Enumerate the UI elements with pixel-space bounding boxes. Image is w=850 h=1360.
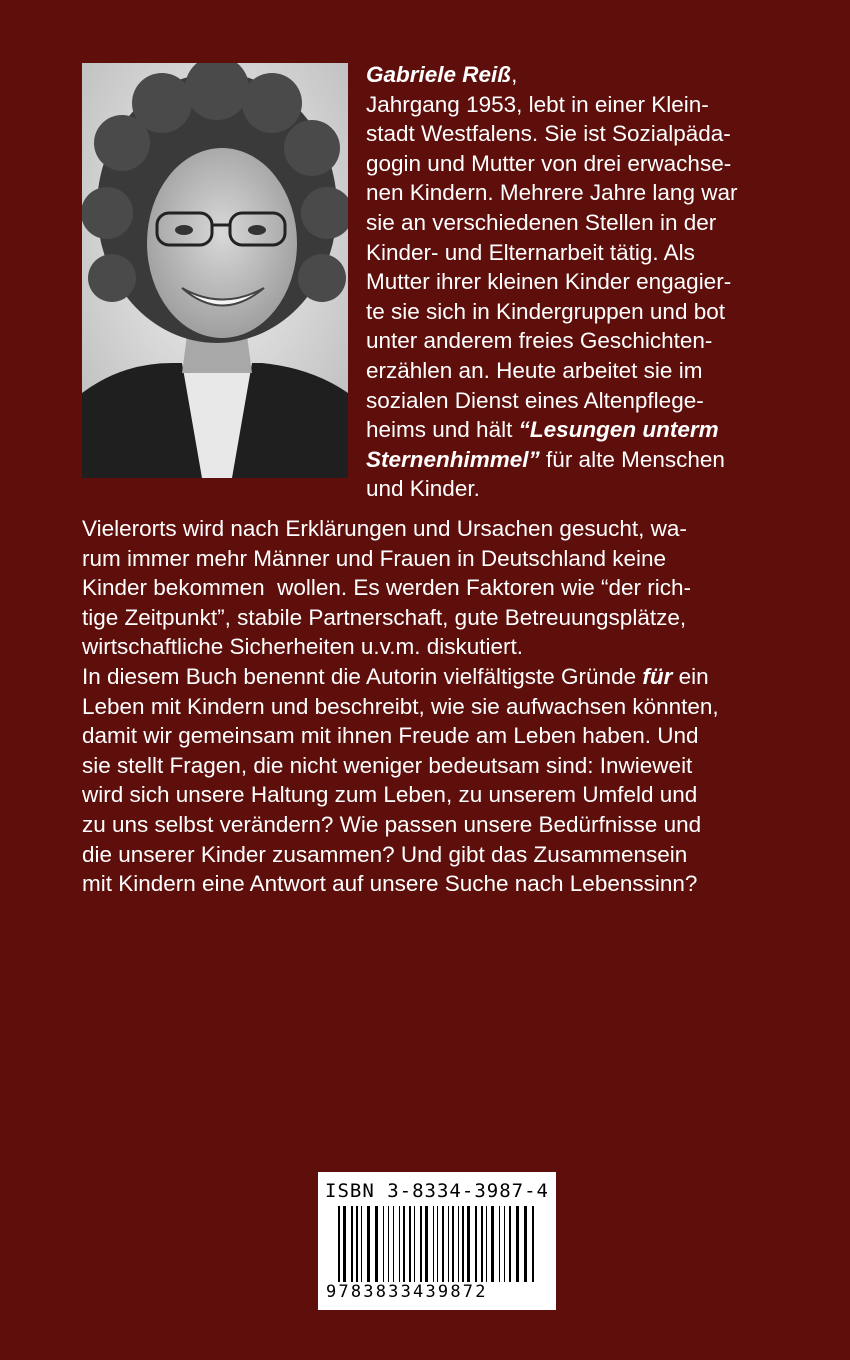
ean-digits: 9783833439872 bbox=[326, 1282, 488, 1302]
barcode-bar bbox=[425, 1206, 428, 1282]
barcode-bar bbox=[367, 1206, 370, 1282]
barcode-bar bbox=[452, 1206, 454, 1282]
bio-line: unter anderem freies Geschichten- bbox=[366, 328, 713, 354]
barcode-bar bbox=[509, 1206, 511, 1282]
barcode-bar bbox=[462, 1206, 464, 1282]
barcode-bar bbox=[420, 1206, 422, 1282]
bio-line: nen Kindern. Mehrere Jahre lang war bbox=[366, 180, 738, 206]
barcode-bar bbox=[516, 1206, 519, 1282]
blurb-line: tige Zeitpunkt”, stabile Partnerschaft, gute Betreuungsplätze, bbox=[82, 604, 687, 630]
blurb-line: rum immer mehr Männer und Frauen in Deutschland keine bbox=[82, 545, 667, 571]
barcode-bar bbox=[338, 1206, 340, 1282]
barcode-bar bbox=[433, 1206, 434, 1282]
blurb-line: Vielerorts wird nach Erklärungen und Ursachen gesucht, wa- bbox=[82, 516, 687, 541]
blurb-line: wird sich unsere Haltung zum Leben, zu unserem Umfeld und bbox=[82, 782, 698, 808]
barcode-bar bbox=[475, 1206, 477, 1282]
blurb-line: die unserer Kinder zusammen? Und gibt das Zusammensein bbox=[82, 841, 688, 867]
barcode-bar bbox=[486, 1206, 487, 1282]
barcode-bar bbox=[467, 1206, 470, 1282]
barcode-bar bbox=[481, 1206, 483, 1282]
barcode-bar bbox=[375, 1206, 378, 1282]
barcode-bar bbox=[383, 1206, 384, 1282]
barcode bbox=[336, 1206, 538, 1286]
blurb-line: mit Kindern eine Antwort auf unsere Suche nach Lebenssinn? bbox=[82, 871, 698, 897]
blurb-line: In diesem Buch benennt die Autorin vielfältigste Gründe bbox=[82, 663, 643, 689]
barcode-bar bbox=[388, 1206, 389, 1282]
isbn-barcode-label bbox=[318, 1172, 556, 1310]
barcode-bar bbox=[361, 1206, 362, 1282]
book-blurb bbox=[82, 514, 812, 899]
isbn-number: ISBN 3-8334-3987-4 bbox=[325, 1180, 549, 1202]
bio-line: gogin und Mutter von drei erwachse- bbox=[366, 150, 732, 176]
bio-line: sie an verschiedenen Stellen in der bbox=[366, 209, 717, 235]
bio-line: sozialen Dienst eines Altenpflege- bbox=[366, 387, 704, 413]
bio-line: Kinder- und Elternarbeit tätig. Als bbox=[366, 239, 695, 265]
blurb-emphasis: für bbox=[642, 663, 673, 689]
bio-line: und Kinder. bbox=[366, 476, 480, 502]
barcode-bar bbox=[409, 1206, 411, 1282]
bio-line: heims und hält bbox=[366, 417, 513, 443]
blurb-line: sie stellt Fragen, die nicht weniger bedeutsam sind: Inwieweit bbox=[82, 752, 693, 778]
author-bio bbox=[366, 60, 786, 504]
blurb-line: Leben mit Kindern und beschreibt, wie sie aufwachsen könnten, bbox=[82, 693, 719, 719]
barcode-bar bbox=[356, 1206, 358, 1282]
blurb-line: damit wir gemeinsam mit ihnen Freude am Leben haben. Und bbox=[82, 723, 699, 749]
bio-line: te sie sich in Kindergruppen und bot bbox=[366, 298, 725, 324]
barcode-bar bbox=[399, 1206, 400, 1282]
barcode-bar bbox=[504, 1206, 505, 1282]
barcode-bar bbox=[491, 1206, 494, 1282]
barcode-bar bbox=[499, 1206, 500, 1282]
bio-line: Jahrgang 1953, lebt in einer Klein- bbox=[366, 91, 709, 117]
barcode-bar bbox=[442, 1206, 444, 1282]
reading-title-end: Sternenhimmel” bbox=[366, 446, 540, 472]
author-name: Gabriele Reiß bbox=[366, 62, 512, 87]
barcode-bar bbox=[414, 1206, 415, 1282]
barcode-bar bbox=[532, 1206, 534, 1282]
barcode-bar bbox=[524, 1206, 527, 1282]
barcode-bar bbox=[458, 1206, 459, 1282]
author-photo bbox=[82, 63, 348, 478]
blurb-line: Kinder bekommen wollen. Es werden Faktoren wie “der rich- bbox=[82, 575, 692, 601]
barcode-bar bbox=[403, 1206, 405, 1282]
barcode-bar bbox=[393, 1206, 394, 1282]
bio-line: Mutter ihrer kleinen Kinder engagier- bbox=[366, 269, 732, 295]
blurb-line: zu uns selbst verändern? Wie passen unsere Bedürfnisse und bbox=[82, 811, 702, 837]
blurb-line: wirtschaftliche Sicherheiten u.v.m. diskutiert. bbox=[82, 634, 524, 660]
barcode-bar bbox=[437, 1206, 438, 1282]
bio-line: für alte Menschen bbox=[539, 446, 725, 472]
author-name-suffix: , bbox=[511, 62, 518, 87]
blurb-line: ein bbox=[672, 663, 709, 689]
bio-line: stadt Westfalens. Sie ist Sozialpäda- bbox=[366, 121, 731, 147]
barcode-bar bbox=[343, 1206, 346, 1282]
reading-title: “Lesungen unterm bbox=[518, 417, 719, 443]
barcode-bar bbox=[351, 1206, 353, 1282]
barcode-bar bbox=[448, 1206, 449, 1282]
bio-line: erzählen an. Heute arbeitet sie im bbox=[366, 357, 703, 383]
